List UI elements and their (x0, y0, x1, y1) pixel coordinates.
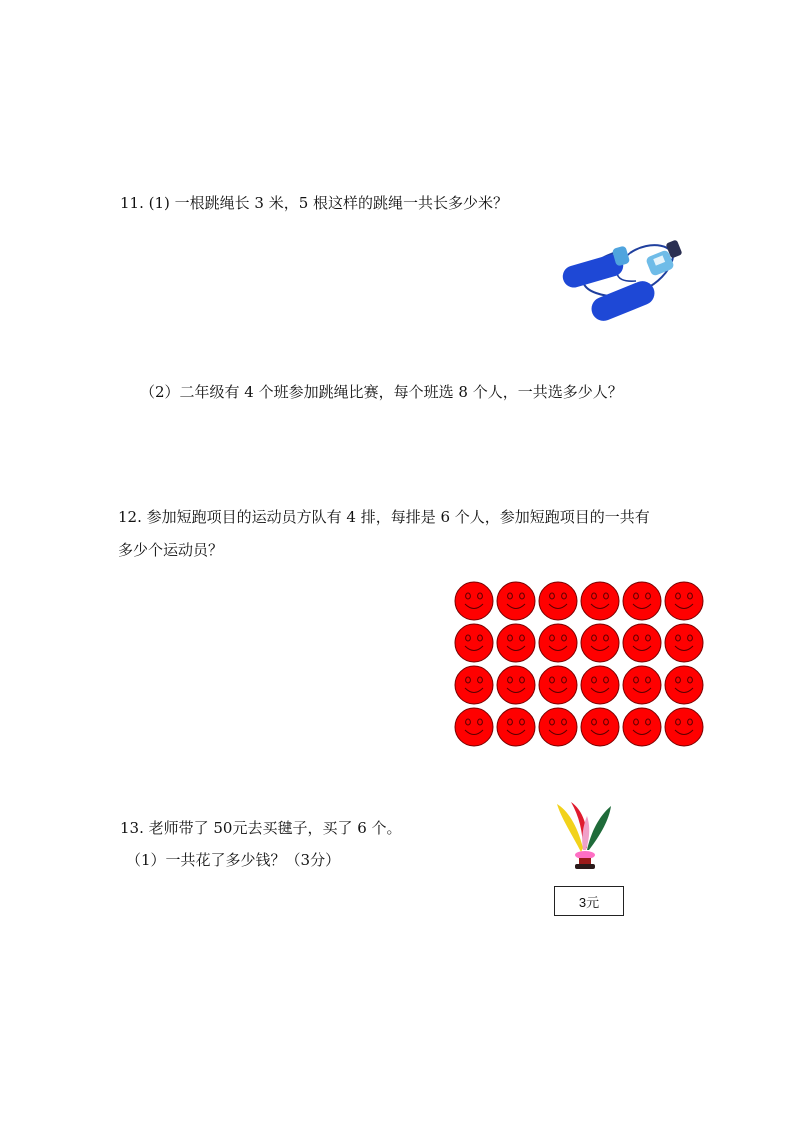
smiley-face-icon (581, 708, 619, 746)
smiley-face-icon (623, 708, 661, 746)
q12-text-line2: 多少个运动员？ (118, 541, 224, 559)
smiley-face-icon (581, 666, 619, 704)
smiley-face-icon (539, 708, 577, 746)
q11-text: 11. (1) 一根跳绳长 3 米，5 根这样的跳绳一共长多少米？ (120, 194, 509, 212)
smiley-face-icon (497, 666, 535, 704)
shuttlecock-icon (553, 800, 615, 872)
jump-rope-icon (560, 225, 688, 323)
q12-text-line1: 12. 参加短跑项目的运动员方队有 4 排，每排是 6 个人，参加短跑项目的一共有 (118, 508, 650, 526)
smiley-face-icon (623, 666, 661, 704)
smiley-face-icon (497, 582, 535, 620)
smiley-face-icon (665, 624, 703, 662)
smiley-face-icon (665, 666, 703, 704)
smiley-face-icon (455, 582, 493, 620)
smiley-face-icon (539, 624, 577, 662)
smiley-face-icon (665, 708, 703, 746)
q13-part1-text: （1）一共花了多少钱？（3分） (126, 851, 341, 869)
smiley-grid (452, 580, 708, 748)
smiley-face-icon (623, 624, 661, 662)
smiley-face-icon (539, 582, 577, 620)
q11-part2-text: （2）二年级有 4 个班参加跳绳比赛，每个班选 8 个人，一共选多少人？ (140, 383, 623, 401)
price-label: 3元 (554, 886, 624, 916)
smiley-face-icon (497, 708, 535, 746)
smiley-face-icon (497, 624, 535, 662)
smiley-face-icon (455, 708, 493, 746)
smiley-face-icon (581, 582, 619, 620)
smiley-face-icon (581, 624, 619, 662)
smiley-face-icon (455, 624, 493, 662)
q13-text: 13. 老师带了 50元去买毽子，买了 6 个。 (120, 819, 402, 837)
smiley-face-icon (665, 582, 703, 620)
smiley-face-icon (623, 582, 661, 620)
smiley-face-icon (455, 666, 493, 704)
smiley-face-icon (539, 666, 577, 704)
